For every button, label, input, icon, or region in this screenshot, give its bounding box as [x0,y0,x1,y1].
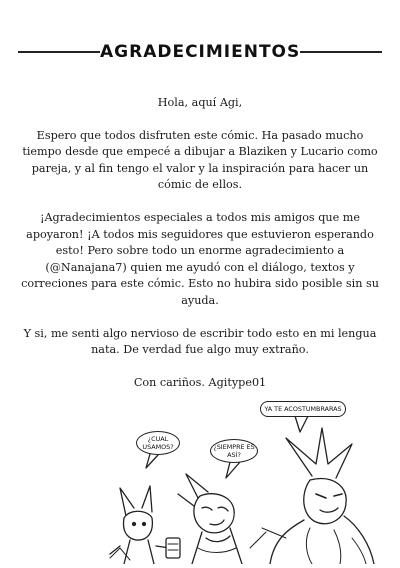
character-sketches [90,398,390,564]
speech-bubble-left: ¿CUAL USAMOS? [136,431,180,455]
letter-greeting: Hola, aquí Agi, [157,96,243,109]
letter-paragraph-note: Y si, me senti algo nervioso de escribir todo esto en mi lengua nata. De verdad fue algo muy extraño. [23,326,377,357]
header-rule-left [18,51,100,53]
letter-paragraph-intro: Espero que todos disfruten este cómic. Ha pasado mucho tiempo desde que empecé a dibujar a Blaziken y Lucario como pareja, y al fin tengo el valor y la inspiración para hacer un cómic de ellos. [22,128,378,192]
acknowledgement-letter [16,95,384,407]
letter-signoff: Con cariños. Agitype01 [133,375,267,389]
speech-bubble-right: YA TE ACOSTUMBRARAS [260,401,346,417]
right-character-sketch [250,428,374,564]
speech-bubble-middle: ¿SIEMPRE ES ASÍ? [210,439,258,463]
header-rule-right [300,51,382,53]
middle-character-sketch [178,474,242,564]
left-character-sketch [110,486,180,564]
comic-illustration [90,398,390,564]
page-title: AGRADECIMIENTOS [100,42,301,62]
letter-paragraph-thanks: ¡Agradecimientos especiales a todos mis amigos que me apoyaron! ¡A todos mis seguidores que estuvieron esperando esto! Pero sobre todo un enorme agradecimiento a (@Nanajana7) quien me ayudó con el diálogo, textos y correciones para este cómic. Esto no hubira sido posible sin su ayuda. [21,210,379,307]
page-header [0,40,400,64]
